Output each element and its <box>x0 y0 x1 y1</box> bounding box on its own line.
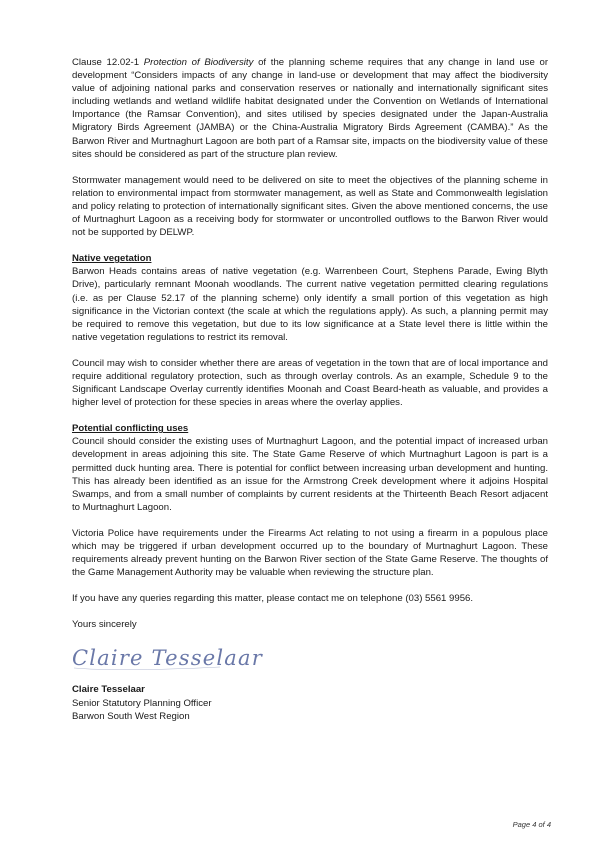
queries-paragraph: If you have any queries regarding this matter, please contact me on telephone (03) 5561 9956. <box>72 593 474 605</box>
letter-body <box>72 56 548 723</box>
conflicting-uses-heading: Potential conflicting uses <box>72 423 189 435</box>
clause-title: Protection of Biodiversity <box>143 57 254 68</box>
native-vegetation-heading: Native vegetation <box>72 253 152 265</box>
native-vegetation-paragraph-1: Barwon Heads contains areas of native vegetation (e.g. Warrenbeen Court, Stephens Parade, Ewing Blyth Drive), particularly remnant Moonah woodlands. The current native vegetation permitted clearing regulations (i.e. as per Clause 52.17 of the planning scheme) only identify a small portion of this vegetation as high significance in the Victorian context (the scale at which the regulations apply). As such, a planning permit may be required to remove this vegetation, but due to its low significance at a State level there is little within the native vegetation regulations to restrict its removal. <box>72 266 548 343</box>
signoff-region: Barwon South West Region <box>72 710 190 722</box>
handwritten-signature <box>70 635 548 677</box>
biodiversity-paragraph <box>72 56 548 161</box>
page-number: Page 4 of 4 <box>512 820 551 829</box>
closing-salutation: Yours sincerely <box>72 619 137 631</box>
stormwater-paragraph: Stormwater management would need to be delivered on site to meet the objectives of the planning scheme in relation to environmental impact from stormwater management, as well as State and Commonwealth legislation and policy relating to protection of internationally significant sites. Given the above mentioned concerns, the use of Murtnaghurt Lagoon as a receiving body for stormwater or uncontrolled outflows to the Barwon River would not be supported by DELWP. <box>72 174 548 239</box>
signoff-title: Senior Statutory Planning Officer <box>72 697 212 709</box>
native-vegetation-paragraph-2: Council may wish to consider whether there are areas of vegetation in the town that are of local importance and require additional regulatory protection, such as through overlay controls. As an example, Schedule 9 to the Significant Landscape Overlay currently identifies Moonah and Coast Beard-heath as valuable, and provides a higher level of protection for these species in areas where the overlay applies. <box>72 357 548 409</box>
conflicting-uses-paragraph-2: Victoria Police have requirements under the Firearms Act relating to not using a firearm in a populous place which may be triggered if urban development occurred up to the boundary of Murtnaghurt Lagoon. These requirements already prevent hunting on the Barwon River section of the State Game Reserve. The thoughts of the Game Management Authority may be valuable when reviewing the structure plan. <box>72 527 548 579</box>
signoff-name: Claire Tesselaar <box>72 684 145 696</box>
biodiversity-text: of the planning scheme requires that any change in land use or development “Considers impacts of any change in land-use or development that may affect the biodiversity value of adjoining national parks and conservation reserves or nationally and internationally significant sites including wetlands and wetland wildlife habitat designated under the Convention on Wetlands of International Importance (the Ramsar Convention), and sites utilised by species designated under the Japan-Australia Migratory Birds Agreement (JAMBA) or the China-Australia Migratory Birds Agreement (CAMBA).” As the Barwon River and Murtnaghurt Lagoon are both part of a Ramsar site, impacts on the biodiversity value of these sites should be considered as part of the structure plan review. <box>72 57 549 160</box>
signature-ink: Claire Tesselaar <box>72 646 263 671</box>
clause-reference: Clause 12.02-1 <box>72 57 144 68</box>
conflicting-uses-paragraph-1: Council should consider the existing uses of Murtnaghurt Lagoon, and the potential impact of increased urban development in areas adjoining this site. The State Game Reserve of which Murtnaghurt Lagoon is part is a permitted duck hunting area. There is potential for conflict between increasing urban development and hunting. This has already been identified as an issue for the Armstrong Creek development where it adjoins Hospital Swamps, and from a small number of complaints by current residents at the Thirteenth Beach Resort adjacent to Murtnaghurt Lagoon. <box>72 436 548 513</box>
